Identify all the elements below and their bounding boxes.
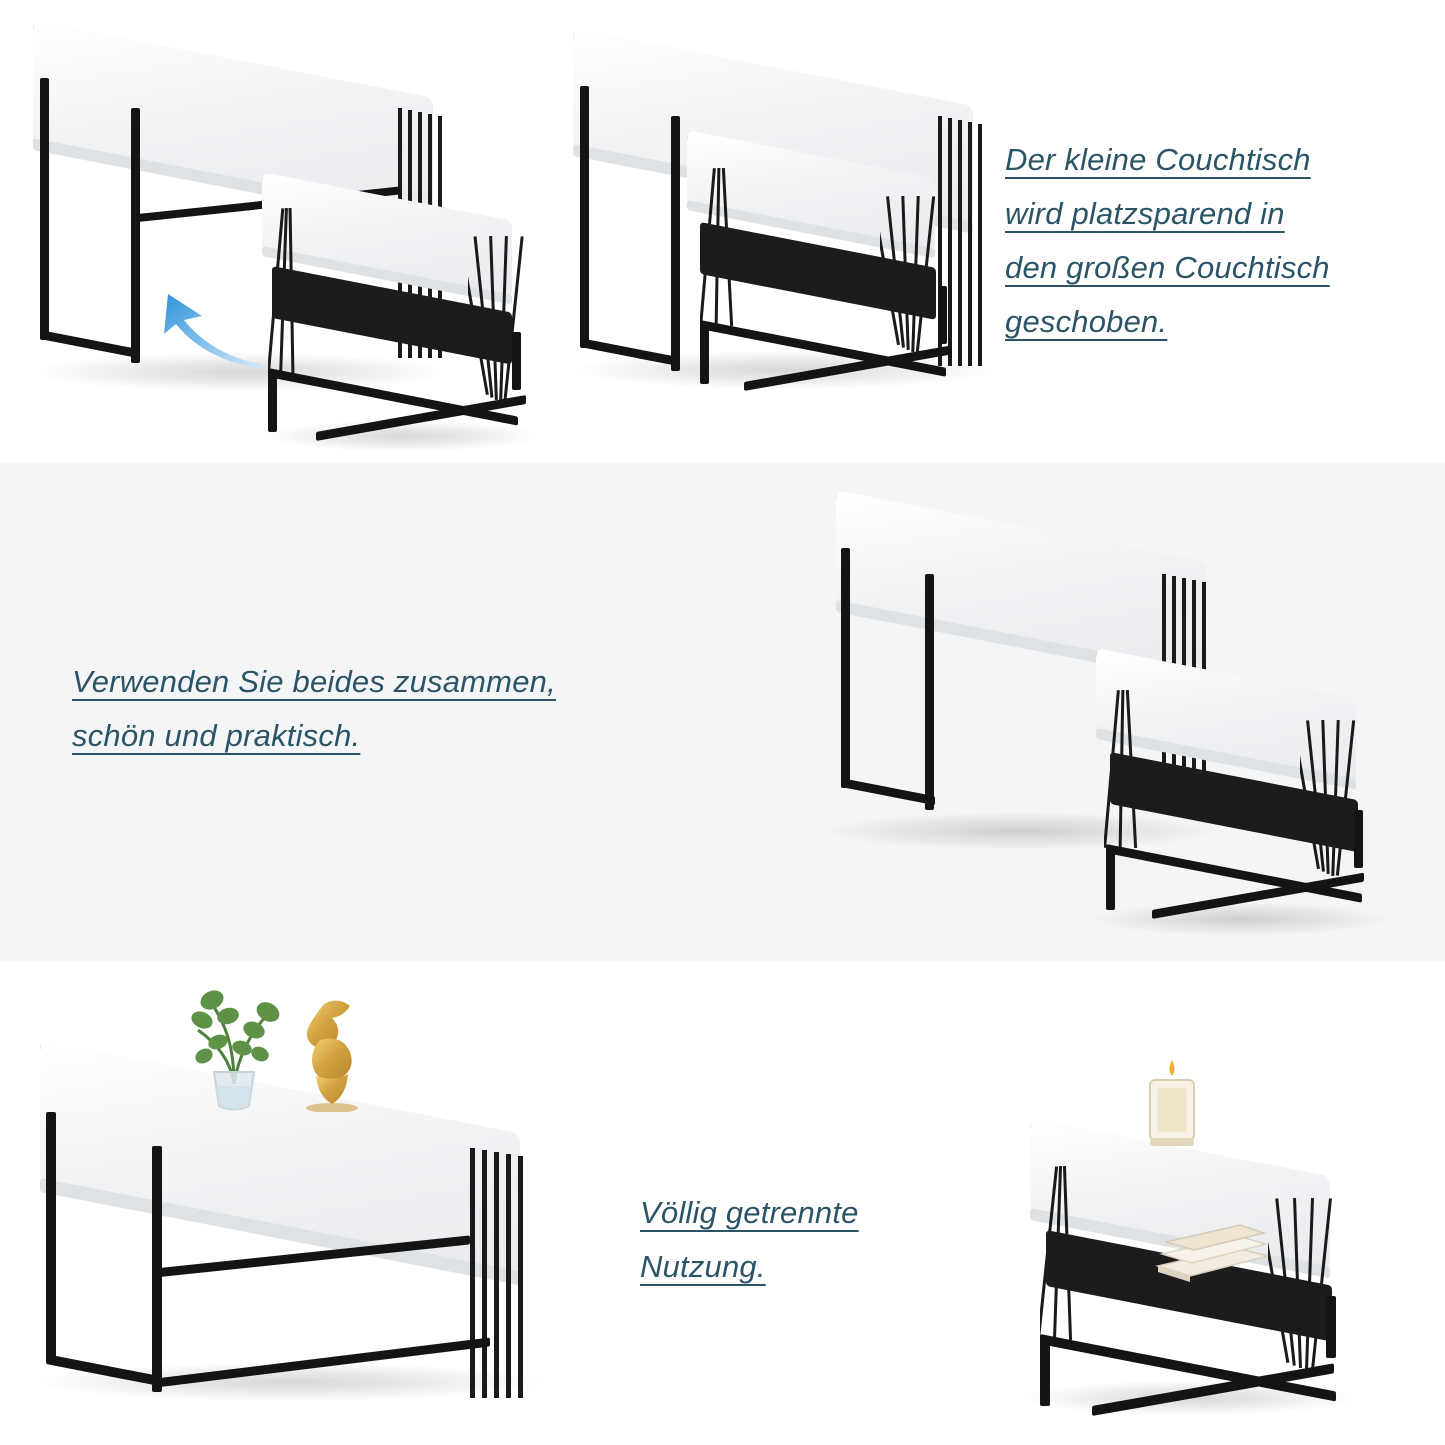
caption-line: Völlig getrennte	[640, 1195, 859, 1230]
stacked-books	[1152, 1214, 1272, 1290]
caption-line: Nutzung.	[640, 1249, 766, 1284]
caption-line: geschoben.	[1005, 304, 1168, 339]
caption-line: Der kleine Couchtisch	[1005, 142, 1311, 177]
leg-left-back	[671, 116, 680, 371]
leg-left-back	[131, 108, 140, 363]
gold-fish-figurine	[286, 996, 396, 1112]
base-corner-left	[1040, 1336, 1050, 1406]
leg-left-back	[925, 574, 934, 810]
caption-line: wird platzsparend in	[1005, 196, 1285, 231]
base-corner-left	[268, 370, 277, 432]
caption-separate	[640, 1186, 1070, 1294]
base-corner-right	[1326, 1296, 1336, 1358]
nesting-demo-panel	[0, 0, 1445, 462]
candle-jar	[1136, 1056, 1208, 1156]
leg-left-front	[580, 86, 589, 348]
caption-line: den großen Couchtisch	[1005, 250, 1330, 285]
caption-together	[72, 655, 832, 763]
separate-use-panel	[0, 962, 1445, 1445]
potted-plant	[168, 972, 298, 1112]
base-corner-right	[1354, 810, 1363, 868]
table-shadow	[1090, 902, 1390, 936]
base-corner-left	[700, 322, 709, 384]
caption-line: schön und praktisch.	[72, 718, 361, 753]
leg-left-front	[40, 78, 49, 340]
leg-right-bars	[468, 1148, 530, 1398]
base-corner-right	[938, 286, 947, 344]
base-corner-left	[1106, 846, 1115, 910]
base-corner-right	[512, 332, 521, 390]
caption-line: Verwenden Sie beides zusammen,	[72, 664, 556, 699]
push-in-arrow	[158, 290, 268, 370]
leg-left-front	[46, 1112, 56, 1362]
table-shadow	[820, 812, 1220, 850]
rail-left-bottom	[40, 330, 140, 358]
coffee-cup-saucer	[938, 954, 1058, 962]
leg-left-front	[841, 548, 850, 788]
used-together-panel	[0, 462, 1445, 962]
caption-nesting	[1005, 133, 1435, 349]
rail-left-bottom	[841, 778, 935, 805]
